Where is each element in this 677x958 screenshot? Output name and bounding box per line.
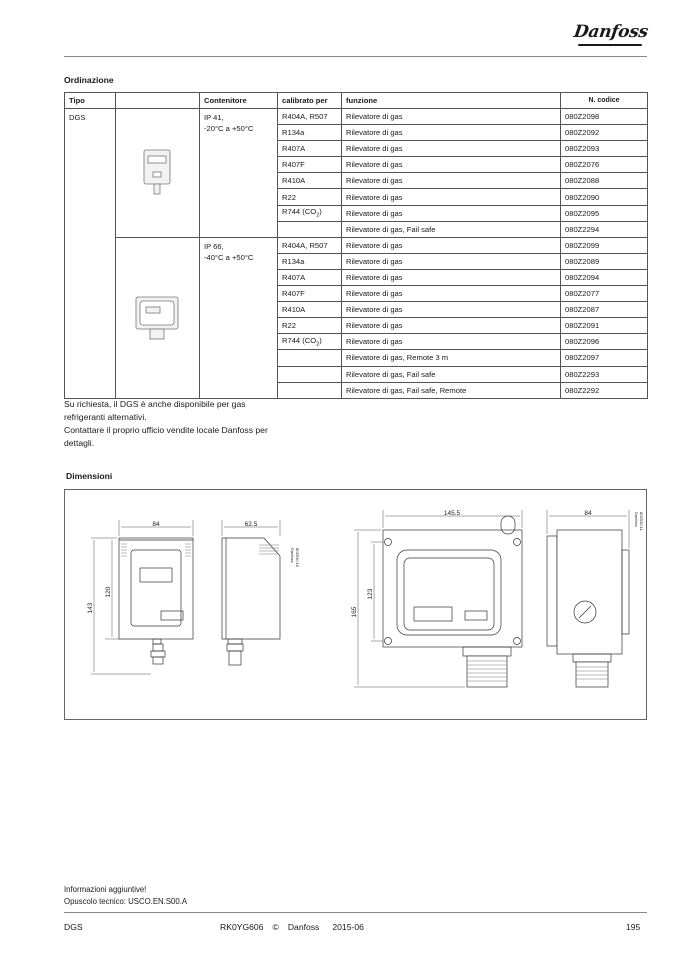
code-cell: 080Z2089	[561, 253, 648, 269]
note-line: refrigeranti alternativi.	[64, 411, 147, 422]
header-blank	[116, 93, 200, 109]
code-cell: 080Z2090	[561, 189, 648, 205]
code-cell: 080Z2293	[561, 366, 648, 382]
calibration-cell	[278, 350, 342, 366]
calibration-cell	[278, 334, 342, 350]
function-cell: Rilevatore di gas, Fail safe	[342, 221, 561, 237]
dimensions-drawing-box	[64, 489, 647, 720]
footer-doc-code: RK0YG606	[220, 922, 264, 932]
footer-copyright: ©	[272, 922, 279, 932]
housing-cell	[200, 237, 278, 398]
calibration-text: R407A	[282, 272, 306, 282]
header-rule	[64, 56, 647, 57]
code-cell: 080Z2096	[561, 334, 648, 350]
housing-temperature: -40°C a +50°C	[204, 252, 254, 262]
logo-text: Danfoss	[572, 22, 650, 42]
ip41-front-view	[119, 538, 193, 664]
ordering-table	[64, 92, 648, 399]
function-cell: Rilevatore di gas	[342, 302, 561, 318]
calibration-cell	[278, 189, 342, 205]
footer-rule	[64, 912, 647, 913]
dim-label-84-a: 84	[152, 521, 160, 528]
calibration-cell	[278, 366, 342, 382]
code-cell: 080Z2095	[561, 205, 648, 221]
code-cell: 080Z2092	[561, 125, 648, 141]
code-cell: 080Z2094	[561, 269, 648, 285]
dim-label-62-5: 62.5	[244, 521, 258, 528]
code-cell: 080Z2077	[561, 286, 648, 302]
function-cell: Rilevatore di gas	[342, 253, 561, 269]
calibration-text: R404A, R507	[282, 240, 328, 250]
housing-temperature: -20°C a +50°C	[204, 124, 254, 133]
housing-cell	[200, 109, 278, 238]
calibration-cell	[278, 318, 342, 334]
ip66-front-view	[383, 516, 522, 687]
drawing-stamp-b1: Danfoss	[634, 512, 639, 527]
calibration-text: R22	[282, 321, 296, 331]
code-cell: 080Z2091	[561, 318, 648, 334]
device-image-cell	[116, 109, 200, 238]
function-cell: Rilevatore di gas, Fail safe, Remote	[342, 382, 561, 398]
drawing-stamp-b2: 80Z930.11	[639, 512, 644, 531]
header-calibrato: calibrato per	[278, 93, 342, 109]
dimension-drawings	[65, 490, 646, 719]
function-cell: Rilevatore di gas	[342, 334, 561, 350]
ordering-title: Ordinazione	[64, 75, 114, 85]
housing-rating: IP 41,	[204, 113, 224, 122]
ip66-side-view	[547, 530, 629, 687]
calibration-cell	[278, 205, 342, 221]
ip66-device-icon	[128, 287, 188, 347]
dim-label-165: 165	[351, 606, 358, 618]
code-cell: 080Z2088	[561, 173, 648, 189]
dim-label-143: 143	[87, 602, 94, 614]
footer-company: Danfoss	[287, 922, 320, 932]
dim-label-120: 120	[105, 586, 112, 598]
info-line: Informazioni aggiuntive!	[64, 885, 147, 894]
dimensions-title: Dimensioni	[66, 471, 113, 481]
code-cell: 080Z2292	[561, 382, 648, 398]
footer-date: 2015-06	[332, 922, 364, 932]
calibration-cell	[278, 286, 342, 302]
calibration-text: R407A	[282, 144, 306, 154]
calibration-close: )	[319, 336, 322, 346]
calibration-cell	[278, 109, 342, 125]
calibration-cell	[278, 125, 342, 141]
code-cell: 080Z2076	[561, 157, 648, 173]
calibration-subscript: 2	[316, 341, 320, 348]
footer-product: DGS	[64, 922, 83, 932]
header-contenitore: Contenitore	[200, 93, 278, 109]
info-line: Opuscolo tecnico: USCO.EN.S00.A	[64, 896, 188, 906]
function-cell: Rilevatore di gas	[342, 205, 561, 221]
function-cell: Rilevatore di gas	[342, 318, 561, 334]
calibration-cell	[278, 269, 342, 285]
calibration-cell	[278, 141, 342, 157]
function-cell: Rilevatore di gas, Remote 3 m	[342, 350, 561, 366]
table-row	[65, 237, 648, 253]
code-cell: 080Z2097	[561, 350, 648, 366]
function-cell: Rilevatore di gas	[342, 189, 561, 205]
calibration-text: R404A, R507	[282, 112, 328, 122]
drawing-stamp-a1: Danfoss	[290, 548, 295, 563]
danfoss-logo	[572, 18, 650, 52]
function-cell: Rilevatore di gas	[342, 237, 561, 253]
drawing-stamp-a2: 80Z930.10	[295, 548, 300, 568]
logo-underline	[578, 44, 642, 46]
calibration-text: R410A	[282, 305, 306, 315]
code-cell: 080Z2294	[561, 221, 648, 237]
calibration-cell	[278, 253, 342, 269]
calibration-cell	[278, 221, 342, 237]
calibration-cell	[278, 302, 342, 318]
calibration-subscript: 2	[316, 212, 320, 219]
calibration-text: R134a	[282, 128, 305, 138]
function-cell: Rilevatore di gas	[342, 157, 561, 173]
function-cell: Rilevatore di gas	[342, 125, 561, 141]
device-image-cell	[116, 237, 200, 398]
code-cell: 080Z2093	[561, 141, 648, 157]
calibration-cell	[278, 382, 342, 398]
calibration-text: R134a	[282, 256, 305, 266]
function-cell: Rilevatore di gas	[342, 141, 561, 157]
code-cell: 080Z2099	[561, 237, 648, 253]
note-line: Contattare il proprio ufficio vendite locale Danfoss per	[64, 424, 268, 435]
calibration-cell	[278, 173, 342, 189]
function-cell: Rilevatore di gas	[342, 269, 561, 285]
type-cell: DGS	[65, 109, 116, 399]
header-funzione: funzione	[342, 93, 561, 109]
ip41-device-icon	[128, 142, 188, 202]
housing-rating: IP 66,	[204, 241, 224, 251]
ip41-side-view	[222, 538, 280, 665]
note-line: dettagli.	[64, 437, 95, 448]
calibration-text: R407F	[282, 160, 305, 170]
dim-label-145-5: 145.5	[443, 510, 461, 517]
function-cell: Rilevatore di gas	[342, 109, 561, 125]
calibration-text: R22	[282, 192, 296, 202]
dim-label-84-b: 84	[584, 510, 592, 517]
calibration-cell	[278, 237, 342, 253]
header-tipo: Tipo	[65, 93, 116, 109]
function-cell: Rilevatore di gas, Fail safe	[342, 366, 561, 382]
additional-info	[64, 884, 187, 907]
dim-label-123: 123	[367, 588, 374, 600]
function-cell: Rilevatore di gas	[342, 286, 561, 302]
function-cell: Rilevatore di gas	[342, 173, 561, 189]
calibration-text: R407F	[282, 289, 305, 299]
table-header-row	[65, 93, 648, 109]
calibration-text: R744 (CO	[282, 336, 317, 346]
code-cell: 080Z2087	[561, 302, 648, 318]
calibration-close: )	[319, 207, 322, 217]
calibration-text: R410A	[282, 176, 306, 186]
footer-page-number: 195	[626, 922, 641, 932]
calibration-cell	[278, 157, 342, 173]
code-cell: 080Z2098	[561, 109, 648, 125]
table-row	[65, 109, 648, 125]
availability-note	[64, 398, 314, 450]
note-line: Su richiesta, il DGS è anche disponibile per gas	[64, 399, 246, 409]
footer-center	[220, 922, 364, 932]
calibration-text: R744 (CO	[282, 207, 317, 217]
header-codice: N. codice	[561, 93, 648, 109]
